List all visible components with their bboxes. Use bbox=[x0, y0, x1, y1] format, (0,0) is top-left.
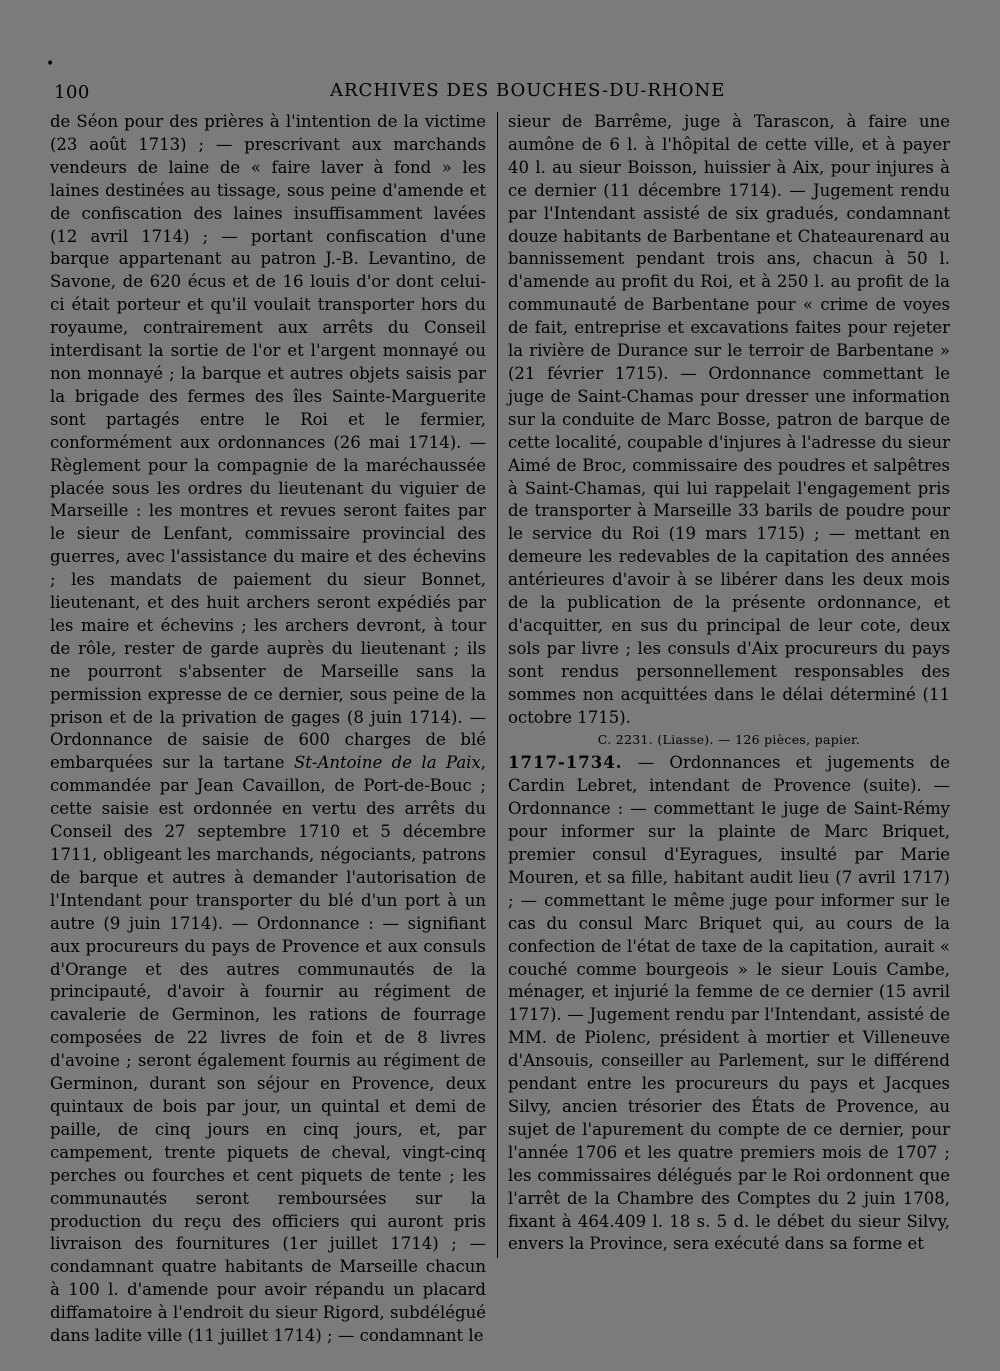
left-text-1: de Séon pour des prières à l'intention de la victime (23 août 1713) ; — prescrivant aux marchands vendeurs de laine de « faire laver à fond » les laines destinées au tissage, sous peine d'amende et de confiscation des laines insuffisamment lavées (12 avril 1714) ; — portant confiscation d'une barque appartenant au patron J.-B. Levantino, de Savone, de 620 écus et de 16 louis d'or dont celui-ci était porteur et qu'il voulait transporter hors du royaume, contrairement aux arrêts du Conseil interdisant la sortie de l'or et l'argent monnayé ou non monnayé ; la barque et autres objets saisis par la brigade des fermes des îles Sainte-Marguerite sont partagés entre le Roi et le fermier, conformément aux ordonnances (26 mai 1714). — Règlement pour la compagnie de la maréchaussée placée sous les ordres du lieutenant du viguier de Marseille : les montres et revues seront faites par le sieur de Lenfant, commissaire provincial des guerres, avec l'assistance du maire et des échevins ; les mandats de paiement du sieur Bonnet, lieutenant, et des huit archers seront expédiés par les maire et échevins ; les archers devront, à tour de rôle, rester de garde auprès du lieutenant ; ils ne pourront s'absenter de Marseille sans la permission expresse de ce dernier, sous peine de la prison et de la privation de gages (8 juin 1714). — Ordonnance de saisie de 600 charges de blé embarquées sur la tartane bbox=[50, 112, 486, 773]
right-column-paragraph bbox=[508, 752, 950, 1256]
archive-reference: C. 2231. (Liasse). — 126 pièces, papier. bbox=[597, 732, 861, 748]
page-number: 100 bbox=[54, 82, 90, 103]
running-title: ARCHIVES DES BOUCHES-DU-RHONE bbox=[330, 80, 726, 101]
date-range-heading: 1717-1734. bbox=[508, 753, 623, 773]
column-divider bbox=[497, 112, 498, 1258]
left-text-2: , commandée par Jean Cavaillon, de Port-de-Bouc ; cette saisie est ordonnée en vertu des arrêts du Conseil des 27 septembre 1710 et 5 décembre 1711, obligeant les marchands, négociants, patrons de barque et autres à demander l'autorisation de l'Intendant pour transporter du blé d'un port à un autre (9 juin 1714). — Ordonnance : — signifiant aux procureurs du pays de Provence et aux consuls d'Orange et des autres communautés de la principauté, d'avoir à fournir au régiment de cavalerie de Germinon, les rations de fourrage composées de 22 livres de foin et de 8 livres d'avoine ; seront également fournis au régiment de Germinon, durant son séjour en Provence, deux quintaux de bois par jour, un quintal et demi de paille, de cinq jours en cinq jours, et, par campement, trente piquets de cheval, vingt-cinq perches ou fourches et cent piquets de tente ; les communautés seront remboursées sur la production du reçu des officiers qui auront pris livraison des fournitures (1er juillet 1714) ; — condamnant quatre habitants de Marseille chacun à 100 l. d'amende pour avoir répandu un placard diffamatoire à l'endroit du sieur Rigord, subdélégué dans ladite ville (11 juillet 1714) ; — condamnant le bbox=[50, 753, 486, 1346]
left-column bbox=[50, 111, 486, 1348]
stray-mark: • bbox=[46, 56, 55, 72]
right-text-2: — Ordonnances et jugements de Cardin Lebret, intendant de Provence (suite). — Ordonnance : — commettant le juge de Saint-Rémy pour informer sur la plainte de Marc Briquet, premier consul d'Eyragues, insulté par Marie Mouren, et sa fille, habitant audit lieu (7 avril 1717) ; — commettant le même juge pour informer sur le cas du consul Marc Briquet qui, au cours de la confection de l'état de taxe de la capitation, aurait « couché comme bourgeois » le sieur Louis Cambe, ménager, et injurié la femme de ce dernier (15 avril 1717). — Jugement rendu par l'Intendant, assisté de MM. de Piolenc, président à mortier et Villeneuve d'Ansouis, conseiller au Parlement, sur le différend pendant entre les procureurs du pays et Jacques Silvy, ancien trésorier des États de Provence, au sujet de l'apurement du compte de ce dernier, pour l'année 1706 et les quatre premiers mois de 1707 ; les commissaires délégués par le Roi ordonnent que l'arrêt de la Chambre des Comptes du 2 juin 1708, fixant à 464.409 l. 18 s. 5 d. le débet du sieur Silvy, envers la Province, sera exécuté dans sa forme et bbox=[508, 753, 950, 1254]
ship-name: St-Antoine de la Paix bbox=[293, 753, 481, 773]
right-text-1: sieur de Barrême, juge à Tarascon, à faire une aumône de 6 l. à l'hôpital de cette ville, et à payer 40 l. au sieur Boisson, huissier à Aix, pour injures à ce dernier (11 décembre 1714). — Jugement rendu par l'Intendant assisté de six gradués, condamnant douze habitants de Barbentane et Chateaurenard au bannissement pendant trois ans, chacun à 50 l. d'amende au profit du Roi, et à 250 l. au profit de la communauté de Barbentane pour « crime de voyes de fait, entreprise et excavations faites pour rejeter la rivière de Durance sur le terroir de Barbentane » (21 février 1715). — Ordonnance commettant le juge de Saint-Chamas pour dresser une information sur la conduite de Marc Bosse, patron de barque de cette localité, coupable d'injures à l'adresse du sieur Aimé de Broc, commissaire des poudres et salpêtres à Saint-Chamas, qui lui rappelait l'engagement pris de transporter à Marseille 33 barils de poudre pour le service du Roi (19 mars 1715) ; — mettant en demeure les redevables de la capitation des années antérieures d'avoir à se libérer dans les deux mois de la publication de la présente ordonnance, et d'acquitter, en sus du principal de leur cote, deux sols par livre ; les consuls d'Aix procureurs du pays sont rendus personnellement responsables des sommes non acquittées dans le délai déterminé (11 octobre 1715). bbox=[508, 112, 950, 727]
right-column bbox=[508, 111, 950, 1256]
left-column-paragraph bbox=[50, 111, 486, 1348]
